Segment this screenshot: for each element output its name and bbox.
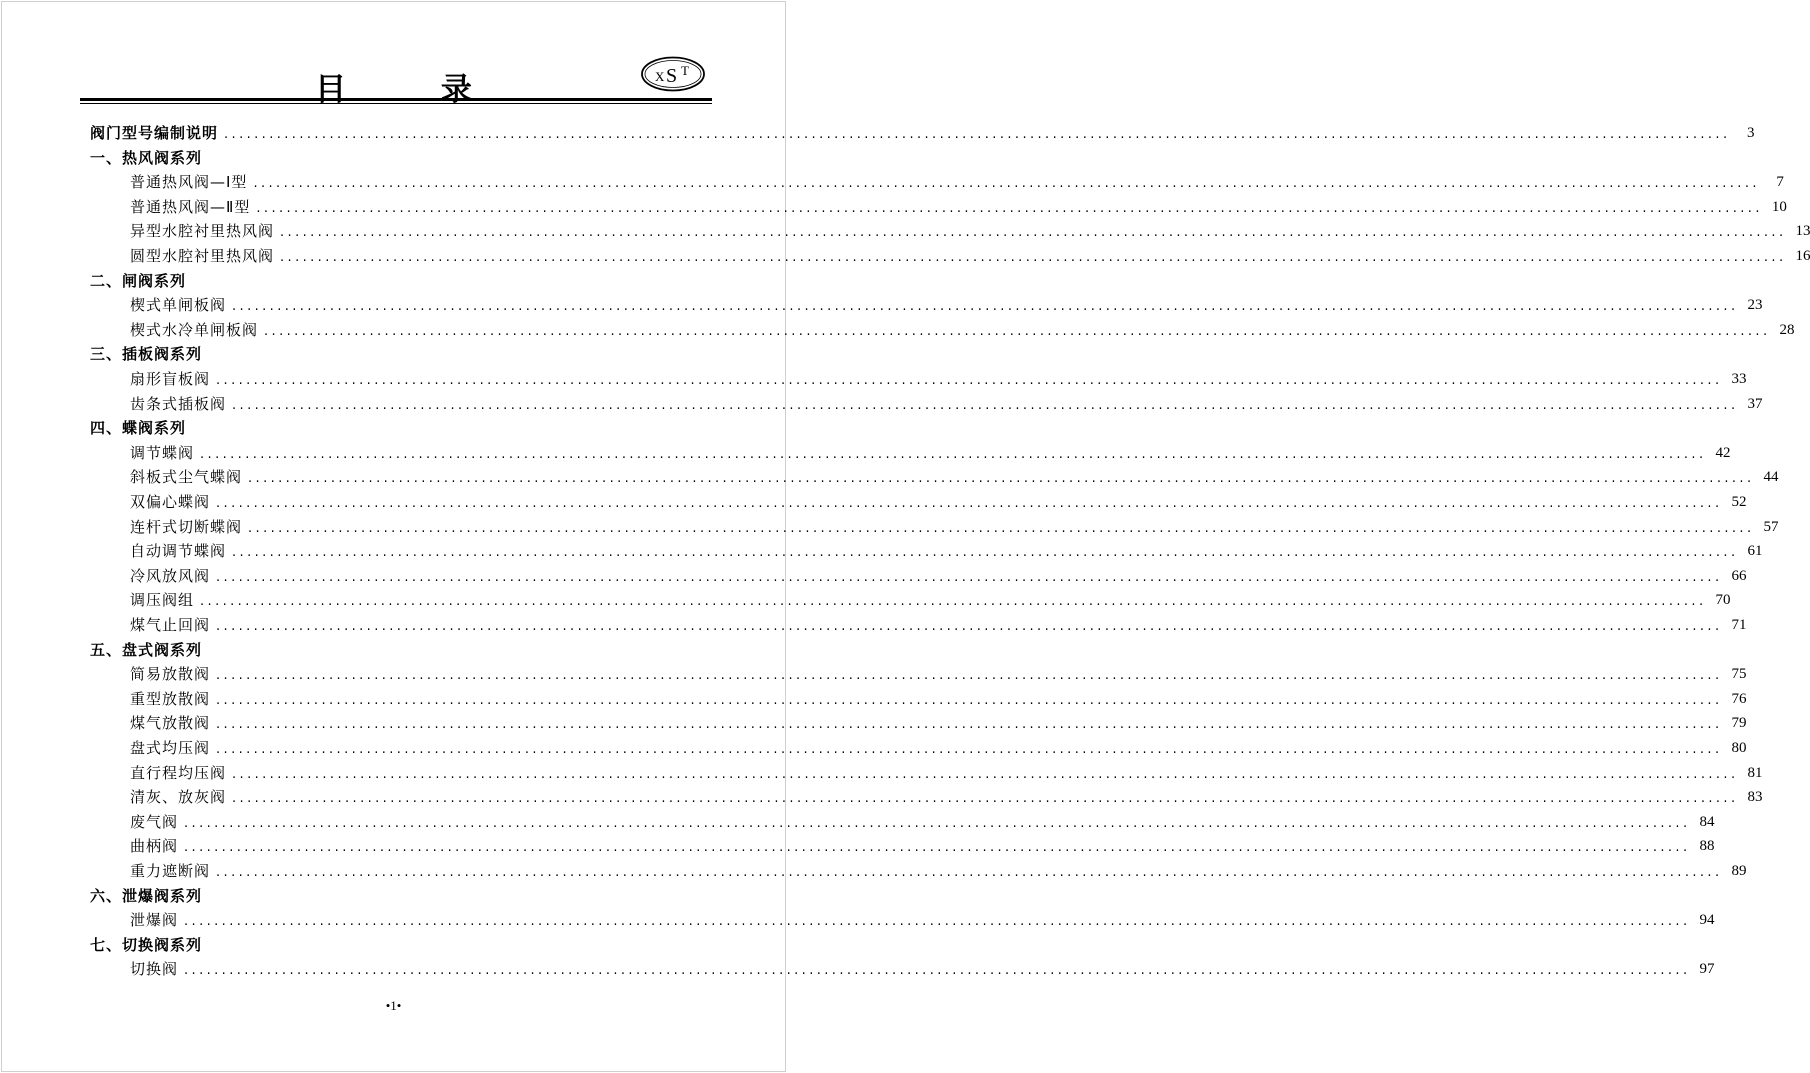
toc-entry-label: 废气阀 <box>130 812 179 831</box>
toc-entry-label: 煤气止回阀 <box>130 616 211 634</box>
toc-entry-label: 圆型水腔衬里热风阀 <box>130 247 275 265</box>
toc-entry-label: 盘式均压阀 <box>130 739 211 757</box>
toc-entry <box>130 688 1747 710</box>
svg-text:S: S <box>666 65 678 87</box>
toc-entry-label: 直行程均压阀 <box>130 763 227 782</box>
toc-entry <box>130 663 1747 685</box>
toc-entry-label: 楔式水冷单闸板阀 <box>130 320 259 339</box>
dot-leader: ........................................................................................................................................................................................................ <box>216 742 1723 757</box>
dot-leader: ........................................................................................................................................................................................................ <box>184 963 1691 979</box>
toc-section-heading: 六、泄爆阀系列 <box>90 886 203 905</box>
dot-leader: ........................................................................................................................................................................................................ <box>248 520 1755 536</box>
dot-leader: ........................................................................................................................................................................................................ <box>232 545 1739 561</box>
dot-leader: ........................................................................................................................................................................................................ <box>216 496 1723 511</box>
toc-entry <box>130 835 1715 857</box>
dot-leader: ........................................................................................................................................................................................................ <box>224 127 1731 142</box>
toc-entry <box>130 786 1763 808</box>
toc-entry-page: 16 <box>1795 248 1810 264</box>
toc-entry-page: 66 <box>1731 567 1747 584</box>
toc-entry <box>130 712 1747 734</box>
toc-entry-page: 13 <box>1795 223 1810 240</box>
toc-section-heading: 三、插板阀系列 <box>90 345 203 364</box>
toc-entry-page: 83 <box>1747 789 1763 806</box>
toc-entry-page: 57 <box>1763 518 1779 535</box>
toc-entry <box>90 122 1755 144</box>
toc-entry-page: 75 <box>1731 666 1747 683</box>
toc-entry <box>130 958 1715 980</box>
page-title: 目 录 <box>315 72 514 108</box>
dot-leader: ........................................................................................................................................................................................................ <box>184 914 1691 930</box>
toc-entry-label: 曲柄阀 <box>130 837 179 856</box>
toc-entry-label: 连杆式切断蝶阀 <box>130 517 243 536</box>
toc-entry <box>130 466 1779 488</box>
toc-section-heading: 四、蝶阀系列 <box>90 419 187 438</box>
toc-entry-page: 79 <box>1731 715 1747 732</box>
toc-section-heading: 一、热风阀系列 <box>90 148 203 167</box>
toc-entry-label: 简易放散阀 <box>130 665 211 684</box>
toc-entry-label: 清灰、放灰阀 <box>130 788 227 807</box>
toc-entry-label: 重力遮断阀 <box>130 862 211 880</box>
toc-entry-page: 71 <box>1731 617 1747 633</box>
toc-entry-label: 调压阀组 <box>130 591 195 610</box>
toc-entry-label: 调节蝶阀 <box>130 443 195 462</box>
toc-entry <box>130 516 1779 538</box>
toc-entry <box>130 737 1747 759</box>
toc-entry <box>130 319 1795 341</box>
toc-entry-page: 88 <box>1699 838 1715 855</box>
dot-leader: ........................................................................................................................................................................................................ <box>216 569 1723 585</box>
toc-entry <box>130 909 1715 931</box>
dot-leader: ........................................................................................................................................................................................................ <box>216 619 1723 634</box>
toc-entry-page: 81 <box>1747 764 1763 781</box>
toc-entry-page: 33 <box>1731 371 1747 387</box>
dot-leader: ........................................................................................................................................................................................................ <box>216 692 1723 708</box>
toc-section-heading: 七、切换阀系列 <box>90 935 203 954</box>
toc-entry <box>130 368 1747 390</box>
toc-entry-label: 重型放散阀 <box>130 689 211 708</box>
toc-entry-label: 楔式单闸板阀 <box>130 296 227 315</box>
dot-leader: ........................................................................................................................................................................................................ <box>232 791 1739 807</box>
toc-entry-label: 阀门型号编制说明 <box>90 124 219 142</box>
toc-entry-page: 80 <box>1731 740 1747 756</box>
svg-text:X: X <box>655 69 665 84</box>
dot-leader: ........................................................................................................................................................................................................ <box>256 200 1763 216</box>
toc-entry-page: 44 <box>1763 469 1779 486</box>
toc-entry-label: 泄爆阀 <box>130 911 179 930</box>
toc-entry-page: 97 <box>1699 961 1715 978</box>
dot-leader: ........................................................................................................................................................................................................ <box>264 323 1771 339</box>
toc-entry-label: 自动调节蝶阀 <box>130 542 227 561</box>
toc-entry-page: 3 <box>1746 125 1755 141</box>
dot-leader: ........................................................................................................................................................................................................ <box>184 815 1691 831</box>
toc-entry <box>130 540 1763 562</box>
toc-entry <box>130 196 1787 218</box>
toc-entry-page: 23 <box>1747 297 1763 314</box>
toc-section-heading: 二、闸阀系列 <box>90 271 187 290</box>
toc-entry-page: 76 <box>1731 690 1747 707</box>
dot-leader: ........................................................................................................................................................................................................ <box>232 766 1739 782</box>
dot-leader: ........................................................................................................................................................................................................ <box>248 471 1755 487</box>
toc-entry <box>130 220 1810 242</box>
toc-entry <box>130 565 1747 587</box>
dot-leader: ........................................................................................................................................................................................................ <box>216 668 1723 684</box>
toc-entry <box>130 811 1715 833</box>
dot-leader: ........................................................................................................................................................................................................ <box>200 594 1707 610</box>
toc-entry-page: 84 <box>1699 813 1715 830</box>
toc-entry-page: 52 <box>1731 494 1747 510</box>
toc-entry-page: 61 <box>1747 543 1763 560</box>
toc-entry-label: 双偏心蝶阀 <box>130 493 211 511</box>
toc-entry-page: 7 <box>1776 174 1784 191</box>
toc-entry-page: 10 <box>1771 198 1787 215</box>
dot-leader: ........................................................................................................................................................................................................ <box>200 446 1707 462</box>
toc-entry-page: 89 <box>1731 863 1747 879</box>
toc-entry-page: 37 <box>1747 395 1763 412</box>
dot-leader: ........................................................................................................................................................................................................ <box>232 397 1739 413</box>
toc-entry-page: 94 <box>1699 912 1715 929</box>
dot-leader: ........................................................................................................................................................................................................ <box>216 865 1723 880</box>
toc-entry <box>130 393 1763 415</box>
dot-leader: ........................................................................................................................................................................................................ <box>280 225 1787 241</box>
svg-text:T: T <box>681 63 689 78</box>
dot-leader: ........................................................................................................................................................................................................ <box>184 840 1691 856</box>
toc-entry <box>130 589 1731 611</box>
toc-entry-page: 70 <box>1715 592 1731 609</box>
toc-entry <box>130 491 1747 513</box>
dot-leader: ........................................................................................................................................................................................................ <box>216 373 1723 388</box>
dot-leader: ........................................................................................................................................................................................................ <box>253 176 1760 192</box>
toc-entry <box>130 860 1747 882</box>
toc-entry-label: 普通热风阀—Ⅰ型 <box>130 173 248 192</box>
toc-entry-label: 煤气放散阀 <box>130 714 211 733</box>
toc-entry-label: 普通热风阀—Ⅱ型 <box>130 197 251 216</box>
dot-leader: ........................................................................................................................................................................................................ <box>232 299 1739 315</box>
dot-leader: ........................................................................................................................................................................................................ <box>216 717 1723 733</box>
toc-entry-label: 齿条式插板阀 <box>130 394 227 413</box>
toc-entry-page: 42 <box>1715 444 1731 461</box>
toc-entry <box>130 245 1810 267</box>
toc-entry <box>130 171 1784 193</box>
toc-entry-page: 28 <box>1779 321 1795 338</box>
toc-entry <box>130 294 1763 316</box>
toc-entry-label: 扇形盲板阀 <box>130 370 211 388</box>
toc-entry-label: 异型水腔衬里热风阀 <box>130 222 275 241</box>
page-number: •1• <box>385 998 402 1013</box>
toc-entry-label: 斜板式尘气蝶阀 <box>130 468 243 487</box>
toc-entry <box>130 762 1763 784</box>
toc-entry-label: 切换阀 <box>130 960 179 979</box>
toc-entry-label: 冷风放风阀 <box>130 566 211 585</box>
toc-entry <box>130 442 1731 464</box>
dot-leader: ........................................................................................................................................................................................................ <box>280 250 1787 265</box>
toc-section-heading: 五、盘式阀系列 <box>90 640 203 659</box>
toc-entry <box>130 614 1747 636</box>
